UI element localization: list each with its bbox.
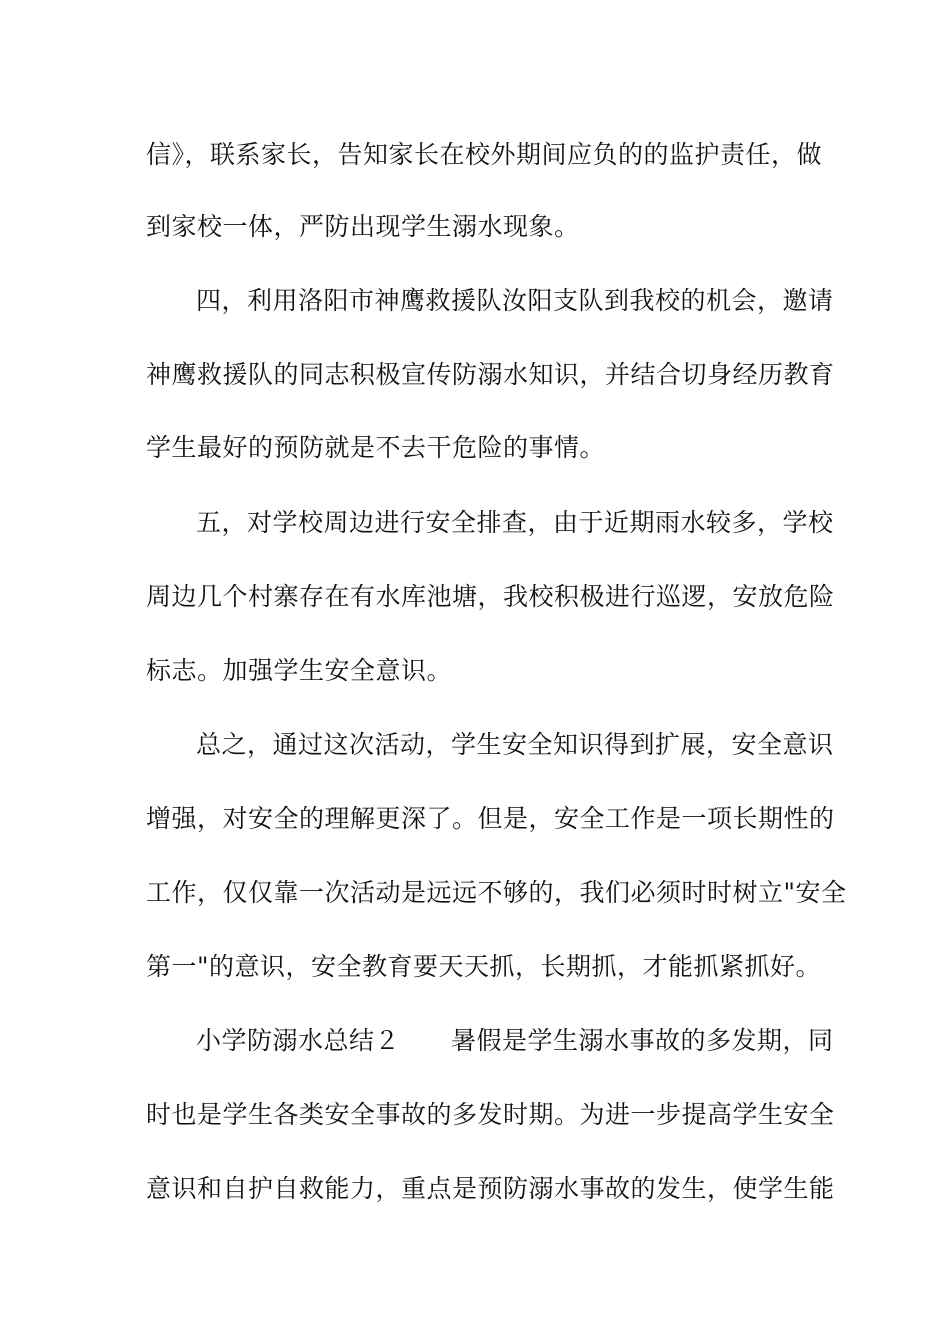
text-line: 到家校一体，严防出现学生溺水现象。: [146, 212, 580, 241]
paragraph-start-line: 五，对学校周边进行安全排查，由于近期雨水较多，学校: [196, 508, 834, 537]
text-line: 信》，联系家长，告知家长在校外期间应负的的监护责任，做: [146, 140, 823, 169]
text-line: 工作，仅仅靠一次活动是远远不够的，我们必须时时树立"安全: [146, 878, 847, 907]
text-line: 意识和自护自救能力，重点是预防溺水事故的发生，使学生能: [146, 1174, 835, 1203]
text-line: 时也是学生各类安全事故的多发时期。为进一步提高学生安全: [146, 1100, 835, 1129]
text-line: 神鹰救援队的同志积极宣传防溺水知识，并结合切身经历教育: [146, 360, 835, 389]
text-line: 增强，对安全的理解更深了。但是，安全工作是一项长期性的: [146, 804, 835, 833]
text-line: 第一"的意识，安全教育要天天抓，长期抓，才能抓紧抓好。: [146, 952, 822, 981]
text-line: 周边几个村寨存在有水库池塘，我校积极进行巡逻，安放危险: [146, 582, 835, 611]
text-line: 标志。加强学生安全意识。: [146, 656, 453, 685]
paragraph-start-line: 小学防溺水总结２ 暑假是学生溺水事故的多发期，同: [196, 1026, 834, 1055]
paragraph-start-line: 四，利用洛阳市神鹰救援队汝阳支队到我校的机会，邀请: [196, 286, 834, 315]
paragraph-start-line: 总之，通过这次活动，学生安全知识得到扩展，安全意识: [196, 730, 834, 759]
text-line: 学生最好的预防就是不去干危险的事情。: [146, 433, 606, 462]
